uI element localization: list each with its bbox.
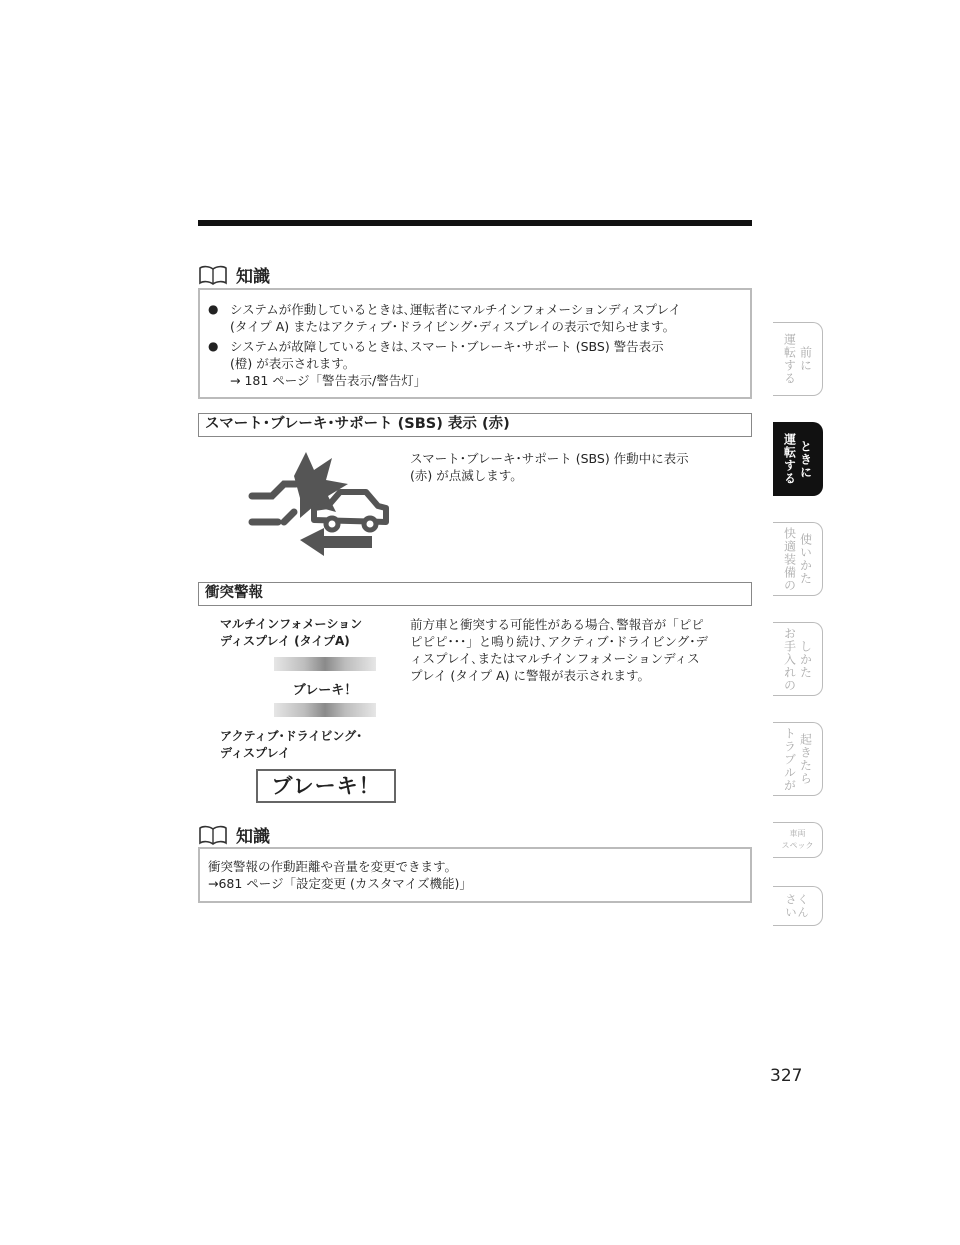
section-heading-collision: 衝突警報 xyxy=(198,582,752,606)
sbs-indicator-icon xyxy=(244,448,394,570)
memo-heading xyxy=(198,262,270,287)
tab-vehicle-spec[interactable]: 車両 スペック xyxy=(773,822,823,858)
memo-heading-2 xyxy=(198,822,270,847)
tab-troubleshooting[interactable]: トラブルが 起きたら xyxy=(773,722,823,796)
active-display-label: アクティブ･ドライビング･ ディスプレイ xyxy=(220,729,363,760)
page-reference[interactable]: → 181 ページ「警告表示/警告灯」 xyxy=(230,373,427,388)
top-rule xyxy=(198,220,752,226)
memo-2-text: 衝突警報の作動距離や音量を変更できます。 →681 ページ「設定変更 (カスタマイズ機能)」 xyxy=(208,858,738,892)
active-display-message: ブレーキ！ xyxy=(256,769,396,803)
mid-display-label: マルチインフォメーション ディスプレイ (タイプA) xyxy=(220,617,363,648)
book-icon xyxy=(198,824,228,846)
tab-comfort-features[interactable]: 快適装備の 使いかた xyxy=(773,522,823,596)
memo-box-2 xyxy=(198,847,752,903)
section-heading-sbs: スマート･ブレーキ･サポート (SBS) 表示 (赤) xyxy=(198,413,752,437)
sbs-description: スマート･ブレーキ･サポート (SBS) 作動中に表示 (赤) が点滅します。 xyxy=(410,451,689,483)
bullet-dot: ● xyxy=(208,302,219,316)
tab-maintenance[interactable]: お手入れの しかた xyxy=(773,622,823,696)
mid-display-message: ブレーキ！ xyxy=(292,683,358,698)
page-reference[interactable]: →681 ページ「設定変更 (カスタマイズ機能)」 xyxy=(208,876,472,891)
tab-index[interactable]: さく いん xyxy=(773,886,823,926)
mid-display-bar-top xyxy=(274,657,376,671)
memo-box xyxy=(198,288,752,399)
mid-display-bar-bottom xyxy=(274,703,376,717)
page-number: 327 xyxy=(770,1066,803,1086)
tab-before-driving[interactable]: 運転する 前に xyxy=(773,322,823,396)
book-icon xyxy=(198,264,228,286)
tab-while-driving[interactable]: 運転する ときに xyxy=(773,422,823,496)
memo-title: 知識 xyxy=(236,267,270,287)
memo-title-2: 知識 xyxy=(236,827,270,847)
memo-bullet-1: システムが作動しているときは､運転者にマルチインフォメーションディスプレイ (タイプ A) またはアクティブ･ドライビング･ディスプレイの表示で知らせます。 xyxy=(230,302,681,334)
memo-bullet-2: システムが故障しているときは､スマート･ブレーキ･サポート (SBS) 警告表示 (橙) が表示されます。 → 181 ページ「警告表示/警告灯」 xyxy=(230,338,748,389)
bullet-dot: ● xyxy=(208,339,219,353)
collision-description: 前方車と衝突する可能性がある場合､警報音が「ピピ ピピピ･･･」と鳴り続け､アクティブ･ドライビング･デ ィスプレイ､またはマルチインフォメーションディス プレイ (タイプ A) に警報が表示されます。 xyxy=(410,617,709,683)
